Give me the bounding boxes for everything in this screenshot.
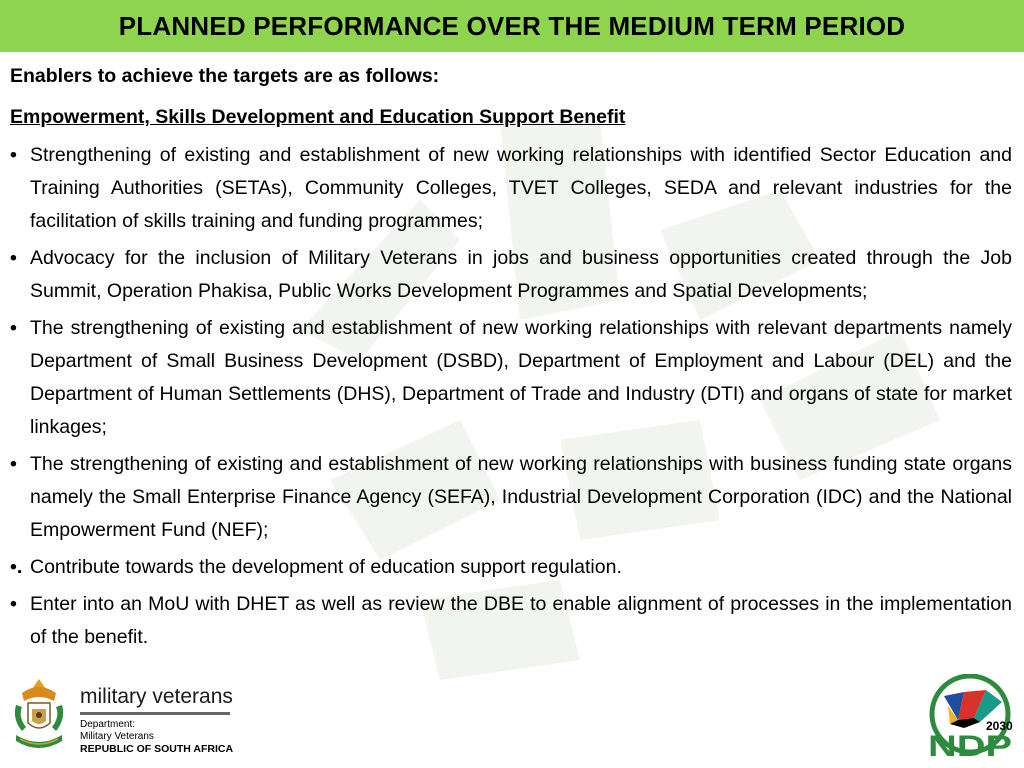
list-item-text: Advocacy for the inclusion of Military Veterans in jobs and business opportunities created through the Job Summit, Operation Phakisa, Public Works Development Programmes and Spatial Developments; xyxy=(30,247,1012,302)
bullet-marker: • xyxy=(10,144,17,166)
department-logo-block xyxy=(8,675,238,755)
list-item-text: The strengthening of existing and establishment of new working relationships with business funding state organs namely the Small Enterprise Finance Agency (SEFA), Industrial Development Corporation (IDC) and the National Empowerment Fund (NEF); xyxy=(30,453,1012,541)
list-item xyxy=(10,448,1012,547)
title-bar xyxy=(0,0,1024,52)
ndp-2030-logo-icon xyxy=(924,674,1016,760)
bullet-marker: • xyxy=(10,453,17,475)
ndp-label: NDP xyxy=(928,730,1012,760)
list-item xyxy=(10,139,1012,238)
intro-text: Enablers to achieve the targets are as follows: xyxy=(10,65,440,87)
list-item xyxy=(10,242,1012,308)
ndp-year: 2030 xyxy=(986,719,1013,733)
country-name: REPUBLIC OF SOUTH AFRICA xyxy=(80,743,234,755)
content-area xyxy=(10,62,1012,658)
department-title: military veterans xyxy=(80,685,233,708)
list-item xyxy=(10,312,1012,444)
list-item xyxy=(10,551,1012,584)
section-subheading: Empowerment, Skills Development and Education Support Benefit xyxy=(10,106,626,128)
bullet-marker: • xyxy=(10,317,17,339)
coat-of-arms-icon xyxy=(8,675,70,755)
enablers-list xyxy=(10,139,1012,654)
bullet-marker: • xyxy=(10,247,17,269)
list-item xyxy=(10,588,1012,654)
bullet-marker: • xyxy=(10,593,17,615)
department-wordmark xyxy=(80,685,233,756)
list-item-text: Strengthening of existing and establishment of new working relationships with identified Sector Education and Training Authorities (SETAs), Community Colleges, TVET Colleges, SEDA and relevant industries for the facilitation of skills training and funding programmes; xyxy=(30,144,1012,232)
bullet-marker: •. xyxy=(10,556,23,578)
wordmark-divider xyxy=(80,712,230,715)
page-title: PLANNED PERFORMANCE OVER THE MEDIUM TERM PERIOD xyxy=(118,10,906,41)
list-item-text: Enter into an MoU with DHET as well as review the DBE to enable alignment of processes in the implementation of the benefit. xyxy=(30,593,1012,648)
department-label: Department: xyxy=(80,719,136,730)
department-name: Military Veterans xyxy=(80,731,154,742)
list-item-text: Contribute towards the development of education support regulation. xyxy=(30,556,622,578)
list-item-text: The strengthening of existing and establishment of new working relationships with relevant departments namely Department of Small Business Development (DSBD), Department of Employment and Labour (DEL) and the Department of Human Settlements (DHS), Department of Trade and Industry (DTI) and organs of state for market linkages; xyxy=(30,317,1012,438)
